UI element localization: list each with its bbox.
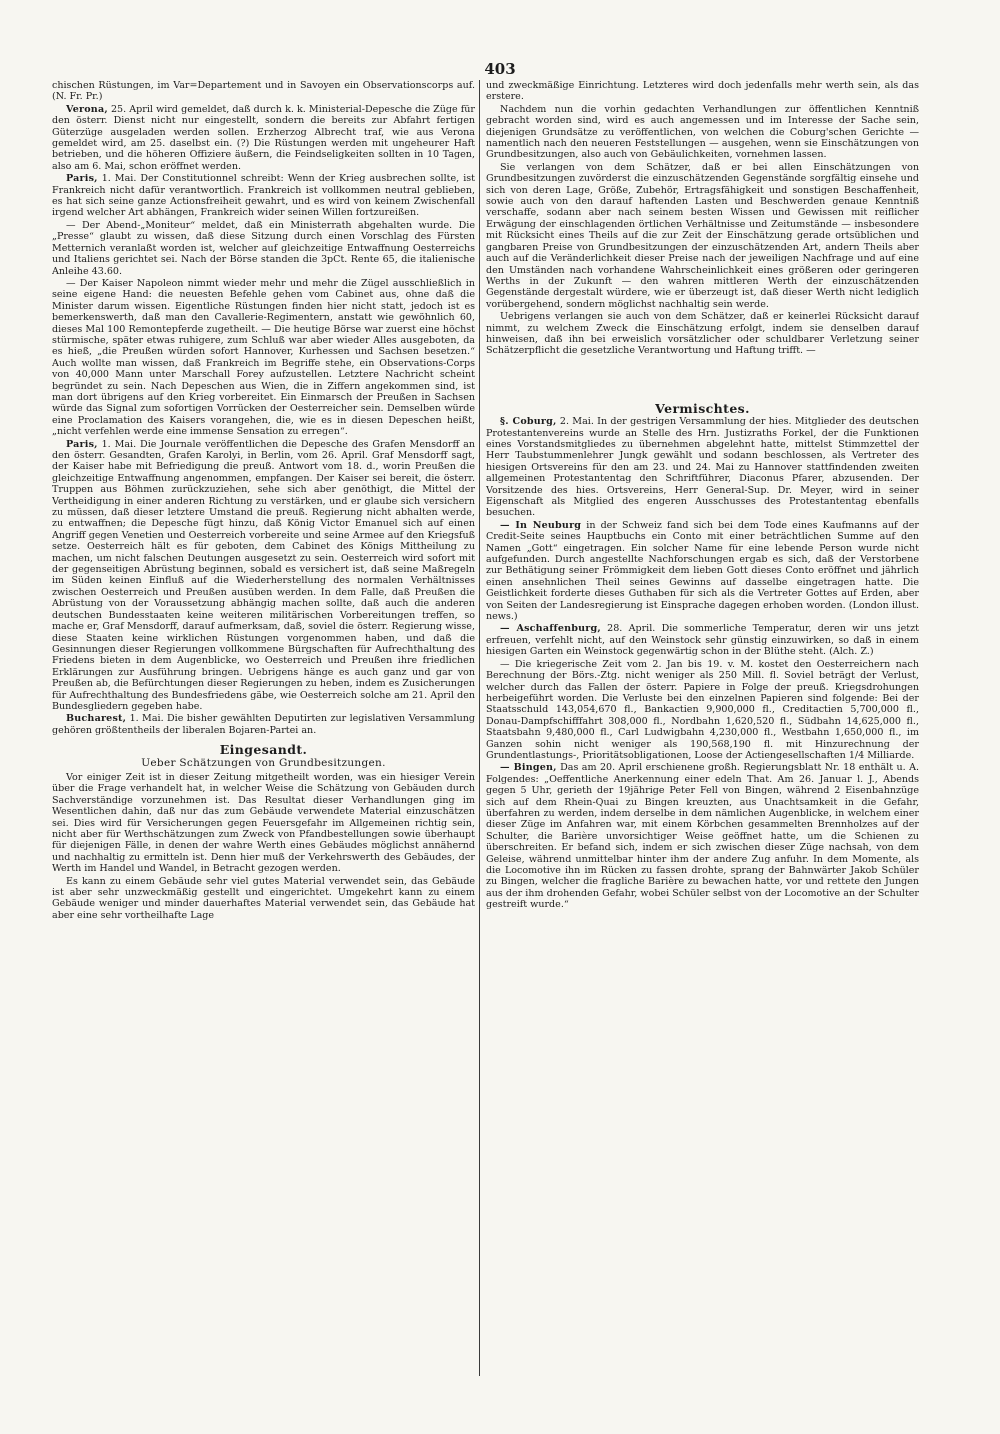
dateline: — In Neuburg: [500, 519, 582, 531]
article-paragraph: Vor einiger Zeit ist in dieser Zeitung mitgetheilt worden, was ein hiesiger Verein über die Frage verhandelt hat, in welcher Weise die Schätzung von Gebäuden durch Sachverständige vorzunehmen ist. Das Resultat dieser Verhandlungen ging im Wesentlichen dahin, daß nur das zum Gebäude verwendete Material einzuschätzen sei. Dies wird für Versicherungen gegen Feuersgefahr im Allgemeinen richtig sein, nicht aber für Werthschätzungen zum Zweck von Pfandbestellungen sowie überhaupt für diejenigen Fälle, in denen der wahre Werth eines Gebäudes möglichst annähernd und nachhaltig zu ermitteln ist. Denn hier muß der Verkehrswerth des Gebäudes, der Werth im Handel und Wandel, in Betracht gezogen werden.: [52, 771, 475, 875]
article-paragraph: — Bingen, Das am 20. April erschienene großh. Regierungsblatt Nr. 18 enthält u. A. Folgendes: „Oeffentliche Anerkennung einer edeln That. Am 26. Januar l. J., Abends gegen 5 Uhr, gerieth der 19jährige Peter Fell von Bingen, während 2 Eisenbahnzüge sich auf dem Rhein-Quai zu Bingen kreuzten, aus Unachtsamkeit in die Gefahr, überfahren zu werden, indem derselbe in dem nämlichen Augenblicke, in welchem einer dieser Züge im Anfahren war, mit einem Körbchen gesammelten Brennholzes auf der Schulter, die Barière unvorsichtiger Weise geöffnet hatte, um die Schienen zu überschreiten. Er befand sich, indem er sich zwischen dieser Züge nachsah, von dem Geleise, während unmittelbar hinter ihm der andere Zug anfuhr. In dem Momente, als die Locomotive ihn im Rücken zu fassen drohte, sprang der Bahnwärter Jakob Schüler zu Bingen, welcher die fragliche Barière zu bewachen hatte, vor und rettete den Jungen aus der ihm drohenden Gefahr, wobei Schüler selbst von der Locomotive an der Schulter gestreift wurde.“: [486, 762, 919, 911]
dateline: Paris,: [66, 438, 98, 450]
article-paragraph: — Der Kaiser Napoleon nimmt wieder mehr und mehr die Zügel ausschließlich in seine eigene Hand: die neuesten Befehle gehen vom Cabinet aus, ohne daß die Minister darum wissen. Eigentliche Rüstungen finden hier nicht statt, jedoch ist es bemerkenswerth, daß man den Cavallerie-Regimentern, anstatt wie gewöhnlich 60, dieses Mal 100 Remontepferde zugetheilt. — Die heutige Börse war zuerst eine höchst stürmische, später etwas ruhigere, zum Schluß war aber wieder Alles ausgeboten, da es hieß, „die Preußen würden sofort Hannover, Kurhessen und Sachsen besetzen.“ Auch wollte man wissen, daß Frankreich im Begriffe stehe, ein Observations-Corps von 40,000 Mann unter Marschall Forey aufzustellen. Letztere Nachricht scheint begründet zu sein. Nach Depeschen aus Wien, die in Ziffern angekommen sind, ist man dort übrigens auf den Krieg vorbereitet. Ein Einmarsch der Preußen in Sachsen würde das Signal zum sofortigen Vorrücken der Oesterreicher sein. Demselben würde eine Proclamation des Kaisers vorangehen, die, wie es in diesen Depeschen heißt, „nicht verfehlen werde eine immense Sensation zu erregen“.: [52, 277, 475, 438]
section-subtitle: Ueber Schätzungen von Grundbesitzungen.: [141, 756, 386, 769]
article-paragraph: Uebrigens verlangen sie auch von dem Schätzer, daß er keinerlei Rücksicht darauf nimmt, zu welchem Zweck die Einschätzung erfolgt, indem sie denselben darauf hinweisen, daß ihn bei erweislich vorsätzlicher oder schuldbarer Verletzung seiner Schätzerpflicht die gesetzliche Verantwortung und Haftung trifft. —: [486, 311, 919, 357]
dateline: Paris,: [66, 173, 98, 185]
dateline: — Bingen,: [500, 762, 557, 774]
article-paragraph: Paris, 1. Mai. Der Constitutionnel schreibt: Wenn der Krieg ausbrechen sollte, ist Frankreich nicht dafür verantwortlich. Frankreich ist vollkommen neutral geblieben, es hat sich seine ganze Actionsfreiheit gewahrt, und es wird von keinem Zwischenfall irgend welcher Art abhängen, Frankreich wider seinen Willen fortzureißen.: [52, 173, 475, 219]
article-paragraph: chischen Rüstungen, im Var=Departement und in Savoyen ein Observationscorps auf. (N. Fr. Pr.): [52, 80, 475, 103]
article-paragraph: Sie verlangen von dem Schätzer, daß er bei allen Einschätzungen von Grundbesitzungen zuvörderst die einzuschätzenden Gegenstände sorgfältig einsehe und sich von deren Lage, Größe, Zubehör, Ertragsfähigkeit und sonstigen Beschaffenheit, sowie auch von den darauf haftenden Lasten und Beschwerden genaue Kenntniß verschaffe, sodann aber nach seinem besten Wissen und Gewissen mit reiflicher Erwägung der einschlagenden örtlichen Verhältnisse und Zeitumstände — insbesondere mit Rücksicht eines Theils auf die zur Zeit der Einschätzung gerade ortsüblichen und gangbaren Preise von Grundbesitzungen der einzuschätzenden Art, andern Theils aber auch auf die Veränderlichkeit dieser Preise nach der jeweiligen Nachfrage und auf eine den Umständen nach vorhandene Wahrscheinlichkeit eines größeren oder geringeren Werths in der Zukunft — den wahren mittleren Werth der einzuschätzenden Gegenstände dergestalt würdere, wie er überzeugt ist, daß dieser Werth nicht lediglich vorübergehend, sondern möglichst nachhaltig sein werde.: [486, 161, 919, 310]
dateline: — Aschaffenburg,: [500, 623, 601, 635]
article-paragraph: §. Coburg, 2. Mai. In der gestrigen Versammlung der hies. Mitglieder des deutschen Protestantenvereins wurde an Stelle des Hrn. Justizraths Forkel, der die Funktionen eines Vorstandsmitgliedes zu übernehmen abgelehnt hatte, mittelst Stimmzettel der Herr Taubstummenlehrer Jungk gewählt und sodann beschlossen, als Vertreter des hiesigen Ortsvereins für den am 23. und 24. Mai zu Hannover stattfindenden zweiten allgemeinen Protestantentag den Schriftführer, Diaconus Pfarer, abzusenden. Der Vorsitzende des hies. Ortsvereins, Herr General-Sup. Dr. Meyer, wird in seiner Eigenschaft als Mitglied des engeren Ausschusses des Protestantentag ebenfalls besuchen.: [486, 416, 919, 519]
article-paragraph: — Der Abend-„Moniteur“ meldet, daß ein Ministerrath abgehalten wurde. Die „Presse“ glaubt zu wissen, daß diese Sitzung durch einen Vorschlag des Fürsten Metternich veranlaßt worden ist, welcher auf gleichzeitige Entwaffnung Oesterreichs und Italiens gerichtet sei. Nach der Börse standen die 3pCt. Rente 65, die italienische Anleihe 43.60.: [52, 219, 475, 277]
article-paragraph: — Aschaffenburg, 28. April. Die sommerliche Temperatur, deren wir uns jetzt erfreuen, verfehlt nicht, auf den Weinstock sehr günstig einzuwirken, so daß in einem hiesigen Garten ein Weinstock gegenwärtig schon in der Blüthe steht. (Alch. Z.): [486, 623, 919, 658]
right-column: [486, 80, 919, 1376]
article-paragraph: Nachdem nun die vorhin gedachten Verhandlungen zur öffentlichen Kenntniß gebracht worden sind, wird es auch angemessen und im Interesse der Sache sein, diejenigen Grundsätze zu veröffentlichen, von welchen die Coburg'schen Gerichte — namentlich nach den neueren Feststellungen — ausgehen, wenn sie Einschätzungen von Grundbesitzungen, also auch von Gebäulichkeiten, vornehmen lassen.: [486, 103, 919, 161]
article-paragraph: Paris, 1. Mai. Die Journale veröffentlichen die Depesche des Grafen Mensdorff an den österr. Gesandten, Grafen Karolyi, in Berlin, vom 26. April. Graf Mensdorff sagt, der Kaiser habe mit Befriedigung die preuß. Antwort vom 18. d., worin Preußen die gleichzeitige Entwaffnung angenommen, empfangen. Der Kaiser sei bereit, die österr. Truppen aus Böhmen zurückzuziehen, sehe sich aber genöthigt, die Mittel der Vertheidigung in einer anderen Richtung zu verstärken, und er glaube sich versichern zu müssen, daß dieser letztere Umstand die preuß. Regierung nicht abhalten werde, zu entwaffnen; die Depesche fügt hinzu, daß König Victor Emanuel sich auf einen Angriff gegen Venetien und Oesterreich vorbereite und seine Armee auf den Kriegsfuß setze. Oesterreich hält es für geboten, dem Cabinet des Königs Mittheilung zu machen, um nicht falschen Deutungen ausgesetzt zu sein. Oesterreich wird sofort mit der gegenseitigen Abrüstung beginnen, sobald es versichert ist, daß seine Maßregeln im Süden keinen Einfluß auf die Wiederherstellung des normalen Verhältnisses zwischen Oesterreich und Preußen ausüben werden. In dem Falle, daß Preußen die Abrüstung von der Voraussetzung abhängig machen sollte, daß auch die anderen deutschen Bundesstaaten keine weiteren militärischen Vorbereitungen treffen, so mache er, Graf Mensdorff, darauf aufmerksam, daß, soviel die österr. Regierung wisse, diese Staaten keine wirklichen Rüstungen vorgenommen haben, und daß die Gesinnungen dieser Regierungen vollkommene Bürgschaften für Aufrechthaltung des Friedens bieten in dem Augenblicke, wo Oesterreich und Preußen ihre friedlichen Erklärungen zur Ausführung bringen. Uebrigens hänge es auch ganz und gar von Preußen ab, die Befürchtungen dieser Regierungen zu heben, indem es Zusicherungen für Aufrechthaltung des Bundesfriedens gäbe, wie Oesterreich solche am 21. April den Bundesgliedern gegeben habe.: [52, 438, 475, 712]
dateline: Verona,: [66, 103, 108, 115]
left-column: [52, 80, 475, 1376]
article-paragraph: — Die kriegerische Zeit vom 2. Jan bis 19. v. M. kostet den Oesterreichern nach Berechnung der Börs.-Ztg. nicht weniger als 250 Mill. fl. Soviel beträgt der Verlust, welcher durch das Fallen der österr. Papiere in Folge der preuß. Kriegsdrohungen herbeigeführt worden. Die Verluste bei den einzelnen Papieren sind folgende: Bei der Staatsschuld 143,054,670 fl., Bankactien 9,900,000 fl., Creditactien 5,700,000 fl., Donau-Dampfschifffahrt 308,000 fl., Nordbahn 1,620,520 fl., Südbahn 14,625,000 fl., Staatsbahn 9,480,000 fl., Carl Ludwigbahn 4,230,000 fl., Westbahn 1,650,000 fl., im Ganzen sohin nicht weniger als 190,568,190 fl. mit Hinzurechnung der Grundentlastungs-, Prioritätsobligationen, Loose der Actiengesellschaften 1/4 Milliarde.: [486, 658, 919, 761]
article-paragraph: Bucharest, 1. Mai. Die bisher gewählten Deputirten zur legislativen Versammlung gehören größtentheils der liberalen Bojaren-Partei an.: [52, 713, 475, 736]
article-paragraph: — In Neuburg in der Schweiz fand sich bei dem Tode eines Kaufmanns auf der Credit-Seite seines Hauptbuchs ein Conto mit einer beträchtlichen Summe auf den Namen „Gott“ eingetragen. Ein solcher Name für eine lebende Person wurde nicht aufgefunden. Durch angestellte Nachforschungen ergab es sich, daß der Verstorbene zur Bethätigung seiner Frömmigkeit dem lieben Gott dieses Conto eröffnet und jährlich einen ansehnlichen Theil seines Gewinns auf dasselbe eingetragen hatte. Die Geistlichkeit forderte dieses Guthaben für sich als die Vertreter Gottes auf Erden, aber von Seiten der Landesregierung ist Einsprache dagegen erhoben worden. (London illust. news.): [486, 519, 919, 623]
dateline: §. Coburg,: [500, 416, 557, 428]
article-paragraph: und zweckmäßige Einrichtung. Letzteres wird doch jedenfalls mehr werth sein, als das erstere.: [486, 80, 919, 103]
dateline: Bucharest,: [66, 713, 127, 725]
page-number: 403: [484, 60, 516, 78]
section-title-vermischtes: Vermischtes.: [655, 400, 750, 416]
article-paragraph: Es kann zu einem Gebäude sehr viel gutes Material verwendet sein, das Gebäude ist aber sehr unzweckmäßig gestellt und eingerichtet. Umgekehrt kann zu einem Gebäude weniger und minder dauerhaftes Material verwendet sein, das Gebäude hat aber eine sehr vortheilhafte Lage: [52, 875, 475, 921]
article-paragraph: Verona, 25. April wird gemeldet, daß durch k. k. Ministerial-Depesche die Züge für den österr. Dienst nicht nur eingestellt, sondern die bereits zur Abfahrt fertigen Güterzüge ausgeladen werden sollen. Erzherzog Albrecht traf, wie aus Verona gemeldet wird, am 25. daselbst ein. (?) Die Rüstungen werden mit ungeheurer Haft betrieben, und die höheren Offiziere äußern, die Feindseligkeiten sollten in 10 Tagen, also am 6. Mai, schon eröffnet werden.: [52, 103, 475, 172]
column-divider: [479, 80, 480, 1376]
section-title-eingesandt: Eingesandt.: [219, 742, 308, 758]
